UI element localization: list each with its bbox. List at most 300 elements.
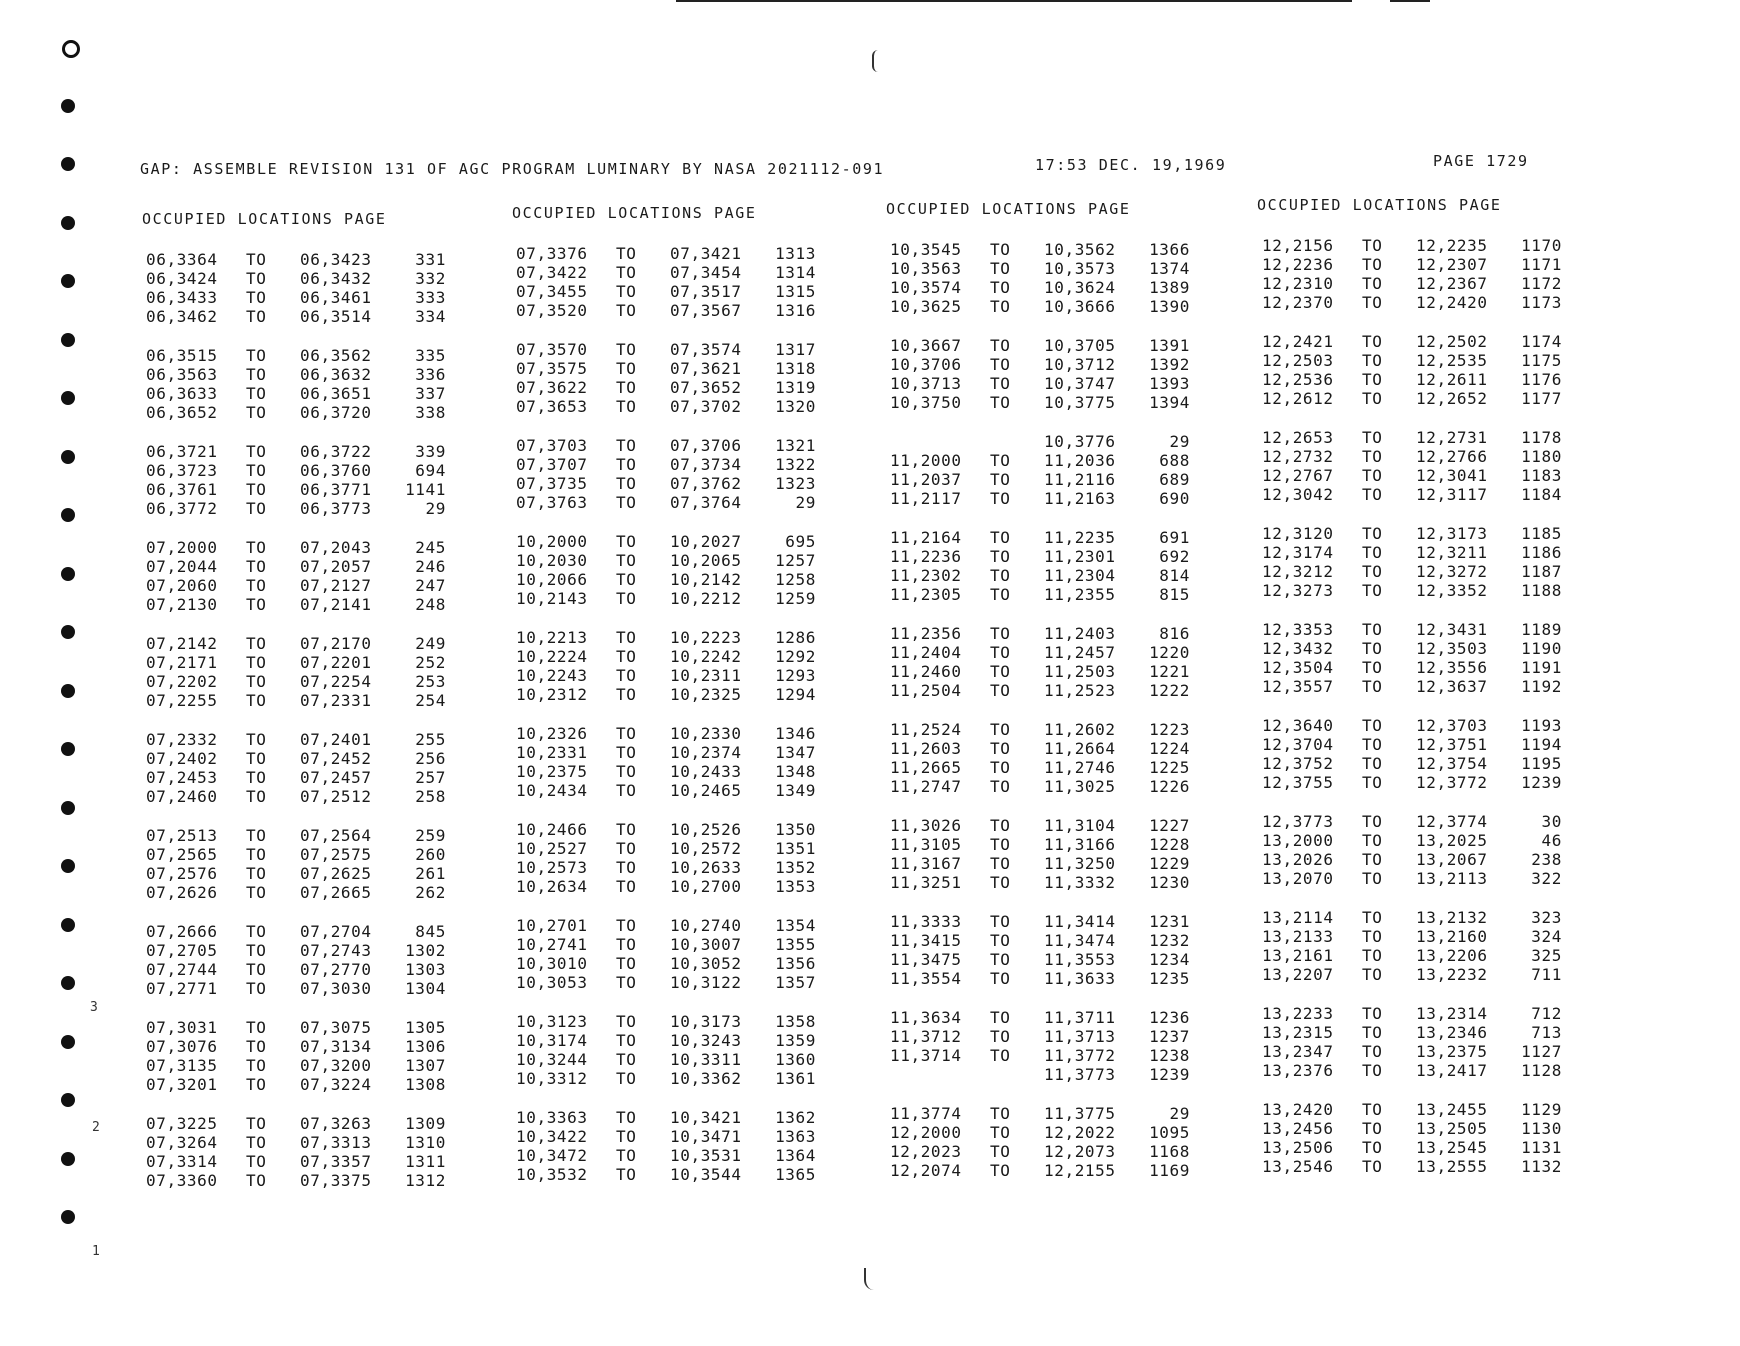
start-address: 10,3312 xyxy=(516,1069,588,1088)
page-number: 1357 xyxy=(775,973,816,992)
to-keyword: TO xyxy=(246,250,267,269)
end-address: 06,3722 xyxy=(300,442,372,461)
end-address: 10,3544 xyxy=(670,1165,742,1184)
sprocket-hole xyxy=(61,742,75,756)
page-number: 1176 xyxy=(1521,370,1562,389)
page-number: 1186 xyxy=(1521,543,1562,562)
end-address: 06,3432 xyxy=(300,269,372,288)
to-keyword: TO xyxy=(616,1165,637,1184)
start-address: 13,2506 xyxy=(1262,1138,1334,1157)
sprocket-hole xyxy=(61,918,75,932)
page-number: 1306 xyxy=(405,1037,446,1056)
page-number: 712 xyxy=(1531,1004,1562,1023)
to-keyword: TO xyxy=(246,960,267,979)
to-keyword: TO xyxy=(990,1123,1011,1142)
to-keyword: TO xyxy=(990,585,1011,604)
start-address: 10,3053 xyxy=(516,973,588,992)
to-keyword: TO xyxy=(616,820,637,839)
start-address: 07,3135 xyxy=(146,1056,218,1075)
to-keyword: TO xyxy=(990,662,1011,681)
start-address: 07,3735 xyxy=(516,474,588,493)
to-keyword: TO xyxy=(1362,1042,1383,1061)
start-address: 10,3532 xyxy=(516,1165,588,1184)
to-keyword: TO xyxy=(246,365,267,384)
page-number: 1170 xyxy=(1521,236,1562,255)
location-row xyxy=(1262,812,1562,831)
end-address: 11,3332 xyxy=(1044,873,1116,892)
page-number: 331 xyxy=(415,250,446,269)
end-address: 13,2132 xyxy=(1416,908,1488,927)
page-number: 1352 xyxy=(775,858,816,877)
start-address: 12,3773 xyxy=(1262,812,1334,831)
to-keyword: TO xyxy=(1362,351,1383,370)
location-row xyxy=(146,864,446,883)
location-row xyxy=(1262,255,1562,274)
end-address: 11,3633 xyxy=(1044,969,1116,988)
end-address: 07,3357 xyxy=(300,1152,372,1171)
to-keyword: TO xyxy=(246,461,267,480)
end-address: 07,2564 xyxy=(300,826,372,845)
end-address: 07,3762 xyxy=(670,474,742,493)
page-number: 245 xyxy=(415,538,446,557)
page-number: 1355 xyxy=(775,935,816,954)
start-address: 10,2312 xyxy=(516,685,588,704)
page-number: 339 xyxy=(415,442,446,461)
page-number: 1168 xyxy=(1149,1142,1190,1161)
to-keyword xyxy=(990,1065,1044,1084)
to-keyword: TO xyxy=(990,758,1011,777)
page-number: 336 xyxy=(415,365,446,384)
location-group xyxy=(146,538,446,634)
to-keyword: TO xyxy=(246,730,267,749)
location-row xyxy=(1262,389,1562,408)
start-address: 10,2701 xyxy=(516,916,588,935)
to-keyword: TO xyxy=(246,1075,267,1094)
page-number: 1392 xyxy=(1149,355,1190,374)
to-keyword: TO xyxy=(1362,255,1383,274)
location-row xyxy=(1262,1119,1562,1138)
sprocket-hole xyxy=(61,625,75,639)
location-row xyxy=(890,912,1190,931)
location-row xyxy=(146,1075,446,1094)
location-row xyxy=(1262,1061,1562,1080)
sprocket-hole xyxy=(61,333,75,347)
location-group xyxy=(890,1008,1190,1104)
page-number: 1194 xyxy=(1521,735,1562,754)
location-row xyxy=(516,1108,816,1127)
location-row xyxy=(146,691,446,710)
page-number: 1354 xyxy=(775,916,816,935)
location-row xyxy=(1262,466,1562,485)
location-row xyxy=(1262,581,1562,600)
end-address: 11,3474 xyxy=(1044,931,1116,950)
end-address: 10,3712 xyxy=(1044,355,1116,374)
start-address: 10,3422 xyxy=(516,1127,588,1146)
page-number: 29 xyxy=(1169,1104,1190,1123)
location-row xyxy=(146,1114,446,1133)
start-address: 12,3752 xyxy=(1262,754,1334,773)
start-address: 11,2037 xyxy=(890,470,962,489)
end-address: 11,2602 xyxy=(1044,720,1116,739)
end-address: 12,3703 xyxy=(1416,716,1488,735)
header-page: PAGE 1729 xyxy=(1433,152,1529,170)
start-address xyxy=(890,1065,990,1084)
end-address: 07,3375 xyxy=(300,1171,372,1190)
end-address: 13,2346 xyxy=(1416,1023,1488,1042)
end-address: 11,3713 xyxy=(1044,1027,1116,1046)
location-row xyxy=(516,1146,816,1165)
end-address: 12,2731 xyxy=(1416,428,1488,447)
end-address: 12,2502 xyxy=(1416,332,1488,351)
end-address: 07,2401 xyxy=(300,730,372,749)
sprocket-hole xyxy=(61,859,75,873)
to-keyword: TO xyxy=(990,816,1011,835)
to-keyword: TO xyxy=(616,743,637,762)
page-number: 1294 xyxy=(775,685,816,704)
end-address: 11,3104 xyxy=(1044,816,1116,835)
margin-mark-2: 2 xyxy=(92,1120,100,1135)
header-title: GAP: ASSEMBLE REVISION 131 OF AGC PROGRAM LUMINARY BY NASA 2021112-091 xyxy=(140,160,885,178)
end-address: 10,3362 xyxy=(670,1069,742,1088)
location-row xyxy=(516,397,816,416)
start-address: 07,2460 xyxy=(146,787,218,806)
to-keyword: TO xyxy=(246,538,267,557)
end-address: 11,3553 xyxy=(1044,950,1116,969)
end-address: 06,3461 xyxy=(300,288,372,307)
page-number: 1127 xyxy=(1521,1042,1562,1061)
location-row xyxy=(516,570,816,589)
end-address: 06,3771 xyxy=(300,480,372,499)
start-address: 11,2302 xyxy=(890,566,962,585)
page-number: 260 xyxy=(415,845,446,864)
start-address: 10,2527 xyxy=(516,839,588,858)
location-row xyxy=(890,624,1190,643)
end-address: 06,3423 xyxy=(300,250,372,269)
start-address: 07,2705 xyxy=(146,941,218,960)
page-number: 1304 xyxy=(405,979,446,998)
page-number: 256 xyxy=(415,749,446,768)
end-address: 11,3166 xyxy=(1044,835,1116,854)
location-row xyxy=(146,461,446,480)
page-number: 1348 xyxy=(775,762,816,781)
end-address: 10,2223 xyxy=(670,628,742,647)
end-address: 10,2700 xyxy=(670,877,742,896)
page-number: 1359 xyxy=(775,1031,816,1050)
to-keyword: TO xyxy=(1362,1023,1383,1042)
end-address: 07,3263 xyxy=(300,1114,372,1133)
to-keyword: TO xyxy=(246,1133,267,1152)
start-address: 11,2164 xyxy=(890,528,962,547)
location-row xyxy=(146,365,446,384)
to-keyword: TO xyxy=(616,1050,637,1069)
location-row xyxy=(146,922,446,941)
end-address: 10,3666 xyxy=(1044,297,1116,316)
end-address: 12,3117 xyxy=(1416,485,1488,504)
start-address: 12,3432 xyxy=(1262,639,1334,658)
start-address: 10,3625 xyxy=(890,297,962,316)
start-address: 07,2744 xyxy=(146,960,218,979)
to-keyword: TO xyxy=(1362,370,1383,389)
page-number: 815 xyxy=(1159,585,1190,604)
location-row xyxy=(146,250,446,269)
location-row xyxy=(516,724,816,743)
start-address: 10,3706 xyxy=(890,355,962,374)
location-group xyxy=(146,346,446,442)
page-number: 1173 xyxy=(1521,293,1562,312)
location-group xyxy=(146,1114,446,1210)
location-group xyxy=(1262,428,1562,524)
to-keyword: TO xyxy=(1362,620,1383,639)
to-keyword: TO xyxy=(616,628,637,647)
end-address: 10,3705 xyxy=(1044,336,1116,355)
location-row xyxy=(890,777,1190,796)
location-group xyxy=(516,1108,816,1204)
to-keyword: TO xyxy=(1362,562,1383,581)
end-address: 12,3041 xyxy=(1416,466,1488,485)
page-number: 1292 xyxy=(775,647,816,666)
to-keyword: TO xyxy=(246,768,267,787)
end-address: 07,3075 xyxy=(300,1018,372,1037)
page-number: 29 xyxy=(1169,432,1190,451)
page-number: 1316 xyxy=(775,301,816,320)
to-keyword: TO xyxy=(1362,1061,1383,1080)
end-address: 10,2330 xyxy=(670,724,742,743)
page-number: 1141 xyxy=(405,480,446,499)
start-address: 06,3424 xyxy=(146,269,218,288)
location-group xyxy=(146,634,446,730)
end-address: 10,3775 xyxy=(1044,393,1116,412)
location-row xyxy=(890,835,1190,854)
location-row xyxy=(516,935,816,954)
end-address: 11,2036 xyxy=(1044,451,1116,470)
end-address: 11,2403 xyxy=(1044,624,1116,643)
to-keyword: TO xyxy=(246,979,267,998)
end-address: 12,2073 xyxy=(1044,1142,1116,1161)
start-address: 07,3763 xyxy=(516,493,588,512)
to-keyword: TO xyxy=(1362,447,1383,466)
end-address: 12,2022 xyxy=(1044,1123,1116,1142)
location-row xyxy=(890,816,1190,835)
end-address: 07,2743 xyxy=(300,941,372,960)
page-number: 325 xyxy=(1531,946,1562,965)
to-keyword: TO xyxy=(1362,1119,1383,1138)
end-address: 07,2043 xyxy=(300,538,372,557)
end-address: 10,3747 xyxy=(1044,374,1116,393)
to-keyword: TO xyxy=(246,1171,267,1190)
end-address: 10,2242 xyxy=(670,647,742,666)
end-address: 12,3772 xyxy=(1416,773,1488,792)
page-number: 1224 xyxy=(1149,739,1190,758)
page-number: 261 xyxy=(415,864,446,883)
page-number: 1313 xyxy=(775,244,816,263)
location-row xyxy=(146,1171,446,1190)
start-address: 11,2747 xyxy=(890,777,962,796)
end-address: 06,3773 xyxy=(300,499,372,518)
start-address: 12,3273 xyxy=(1262,581,1334,600)
to-keyword: TO xyxy=(616,762,637,781)
page-number: 1360 xyxy=(775,1050,816,1069)
to-keyword: TO xyxy=(990,1046,1011,1065)
location-row xyxy=(890,489,1190,508)
location-row xyxy=(516,839,816,858)
start-address: 10,3363 xyxy=(516,1108,588,1127)
location-row xyxy=(1262,485,1562,504)
start-address: 12,2310 xyxy=(1262,274,1334,293)
start-address: 06,3462 xyxy=(146,307,218,326)
to-keyword: TO xyxy=(616,685,637,704)
start-address: 10,2434 xyxy=(516,781,588,800)
to-keyword: TO xyxy=(246,595,267,614)
to-keyword: TO xyxy=(246,941,267,960)
start-address: 12,2370 xyxy=(1262,293,1334,312)
page-number: 1185 xyxy=(1521,524,1562,543)
start-address: 06,3563 xyxy=(146,365,218,384)
end-address: 13,2455 xyxy=(1416,1100,1488,1119)
location-group xyxy=(890,432,1190,528)
start-address: 12,3504 xyxy=(1262,658,1334,677)
location-row xyxy=(890,470,1190,489)
to-keyword: TO xyxy=(990,240,1011,259)
to-keyword: TO xyxy=(616,493,637,512)
to-keyword: TO xyxy=(616,282,637,301)
to-keyword: TO xyxy=(990,739,1011,758)
start-address: 11,3712 xyxy=(890,1027,962,1046)
end-address: 11,3772 xyxy=(1044,1046,1116,1065)
end-address: 10,2311 xyxy=(670,666,742,685)
location-group xyxy=(146,826,446,922)
location-row xyxy=(1262,274,1562,293)
start-address: 10,3010 xyxy=(516,954,588,973)
page-number: 1190 xyxy=(1521,639,1562,658)
end-address: 06,3651 xyxy=(300,384,372,403)
to-keyword: TO xyxy=(1362,274,1383,293)
location-row xyxy=(1262,524,1562,543)
to-keyword: TO xyxy=(990,873,1011,892)
start-address: 06,3761 xyxy=(146,480,218,499)
page-number: 816 xyxy=(1159,624,1190,643)
start-address: 11,3634 xyxy=(890,1008,962,1027)
end-address: 12,2367 xyxy=(1416,274,1488,293)
start-address: 06,3433 xyxy=(146,288,218,307)
end-address: 07,2625 xyxy=(300,864,372,883)
end-address: 06,3514 xyxy=(300,307,372,326)
to-keyword: TO xyxy=(616,858,637,877)
end-address: 12,2155 xyxy=(1044,1161,1116,1180)
start-address: 11,3714 xyxy=(890,1046,962,1065)
to-keyword: TO xyxy=(246,442,267,461)
to-keyword: TO xyxy=(616,1108,637,1127)
start-address: 10,2331 xyxy=(516,743,588,762)
start-address: 07,3264 xyxy=(146,1133,218,1152)
to-keyword: TO xyxy=(246,922,267,941)
start-address: 12,3174 xyxy=(1262,543,1334,562)
page-number: 1351 xyxy=(775,839,816,858)
to-keyword: TO xyxy=(616,436,637,455)
page-number: 1353 xyxy=(775,877,816,896)
location-row xyxy=(1262,927,1562,946)
page-number: 1350 xyxy=(775,820,816,839)
start-address: 07,2565 xyxy=(146,845,218,864)
location-group xyxy=(890,336,1190,432)
location-row xyxy=(890,432,1190,451)
page-number: 1293 xyxy=(775,666,816,685)
to-keyword: TO xyxy=(990,374,1011,393)
location-row xyxy=(146,1018,446,1037)
page-number: 1318 xyxy=(775,359,816,378)
location-group xyxy=(146,922,446,1018)
end-address: 07,2201 xyxy=(300,653,372,672)
to-keyword: TO xyxy=(1362,927,1383,946)
page-number: 1361 xyxy=(775,1069,816,1088)
location-row xyxy=(1262,447,1562,466)
end-address: 07,2141 xyxy=(300,595,372,614)
start-address: 07,3201 xyxy=(146,1075,218,1094)
page-number: 334 xyxy=(415,307,446,326)
location-row xyxy=(516,359,816,378)
page-number: 845 xyxy=(415,922,446,941)
start-address: 13,2114 xyxy=(1262,908,1334,927)
location-row xyxy=(890,643,1190,662)
end-address: 07,3567 xyxy=(670,301,742,320)
start-address: 10,2375 xyxy=(516,762,588,781)
start-address: 06,3515 xyxy=(146,346,218,365)
location-row xyxy=(890,854,1190,873)
to-keyword: TO xyxy=(246,1037,267,1056)
page-number: 1311 xyxy=(405,1152,446,1171)
start-address: 10,3713 xyxy=(890,374,962,393)
to-keyword: TO xyxy=(1362,389,1383,408)
end-address: 11,2116 xyxy=(1044,470,1116,489)
locations-column-1 xyxy=(146,250,446,1210)
sprocket-hole xyxy=(61,274,75,288)
start-address: 12,3755 xyxy=(1262,773,1334,792)
start-address: 06,3364 xyxy=(146,250,218,269)
page-number: 1236 xyxy=(1149,1008,1190,1027)
page-number: 332 xyxy=(415,269,446,288)
location-row xyxy=(1262,850,1562,869)
location-row xyxy=(890,566,1190,585)
location-row xyxy=(146,826,446,845)
end-address: 12,2766 xyxy=(1416,447,1488,466)
end-address: 07,3706 xyxy=(670,436,742,455)
end-address: 11,3250 xyxy=(1044,854,1116,873)
location-row xyxy=(146,634,446,653)
end-address: 13,2545 xyxy=(1416,1138,1488,1157)
to-keyword: TO xyxy=(990,547,1011,566)
location-row xyxy=(890,240,1190,259)
to-keyword: TO xyxy=(990,1161,1011,1180)
page-number: 1347 xyxy=(775,743,816,762)
location-row xyxy=(516,1127,816,1146)
to-keyword: TO xyxy=(246,749,267,768)
end-address: 07,3764 xyxy=(670,493,742,512)
location-row xyxy=(1262,908,1562,927)
page-number: 1305 xyxy=(405,1018,446,1037)
start-address: 10,3472 xyxy=(516,1146,588,1165)
end-address: 07,2127 xyxy=(300,576,372,595)
start-address: 11,3415 xyxy=(890,931,962,950)
page-number: 1239 xyxy=(1149,1065,1190,1084)
start-address: 06,3721 xyxy=(146,442,218,461)
start-address: 12,2653 xyxy=(1262,428,1334,447)
to-keyword: TO xyxy=(1362,754,1383,773)
to-keyword: TO xyxy=(990,1027,1011,1046)
location-row xyxy=(146,730,446,749)
to-keyword: TO xyxy=(990,777,1011,796)
page-number: 1169 xyxy=(1149,1161,1190,1180)
location-group xyxy=(1262,332,1562,428)
to-keyword: TO xyxy=(990,259,1011,278)
